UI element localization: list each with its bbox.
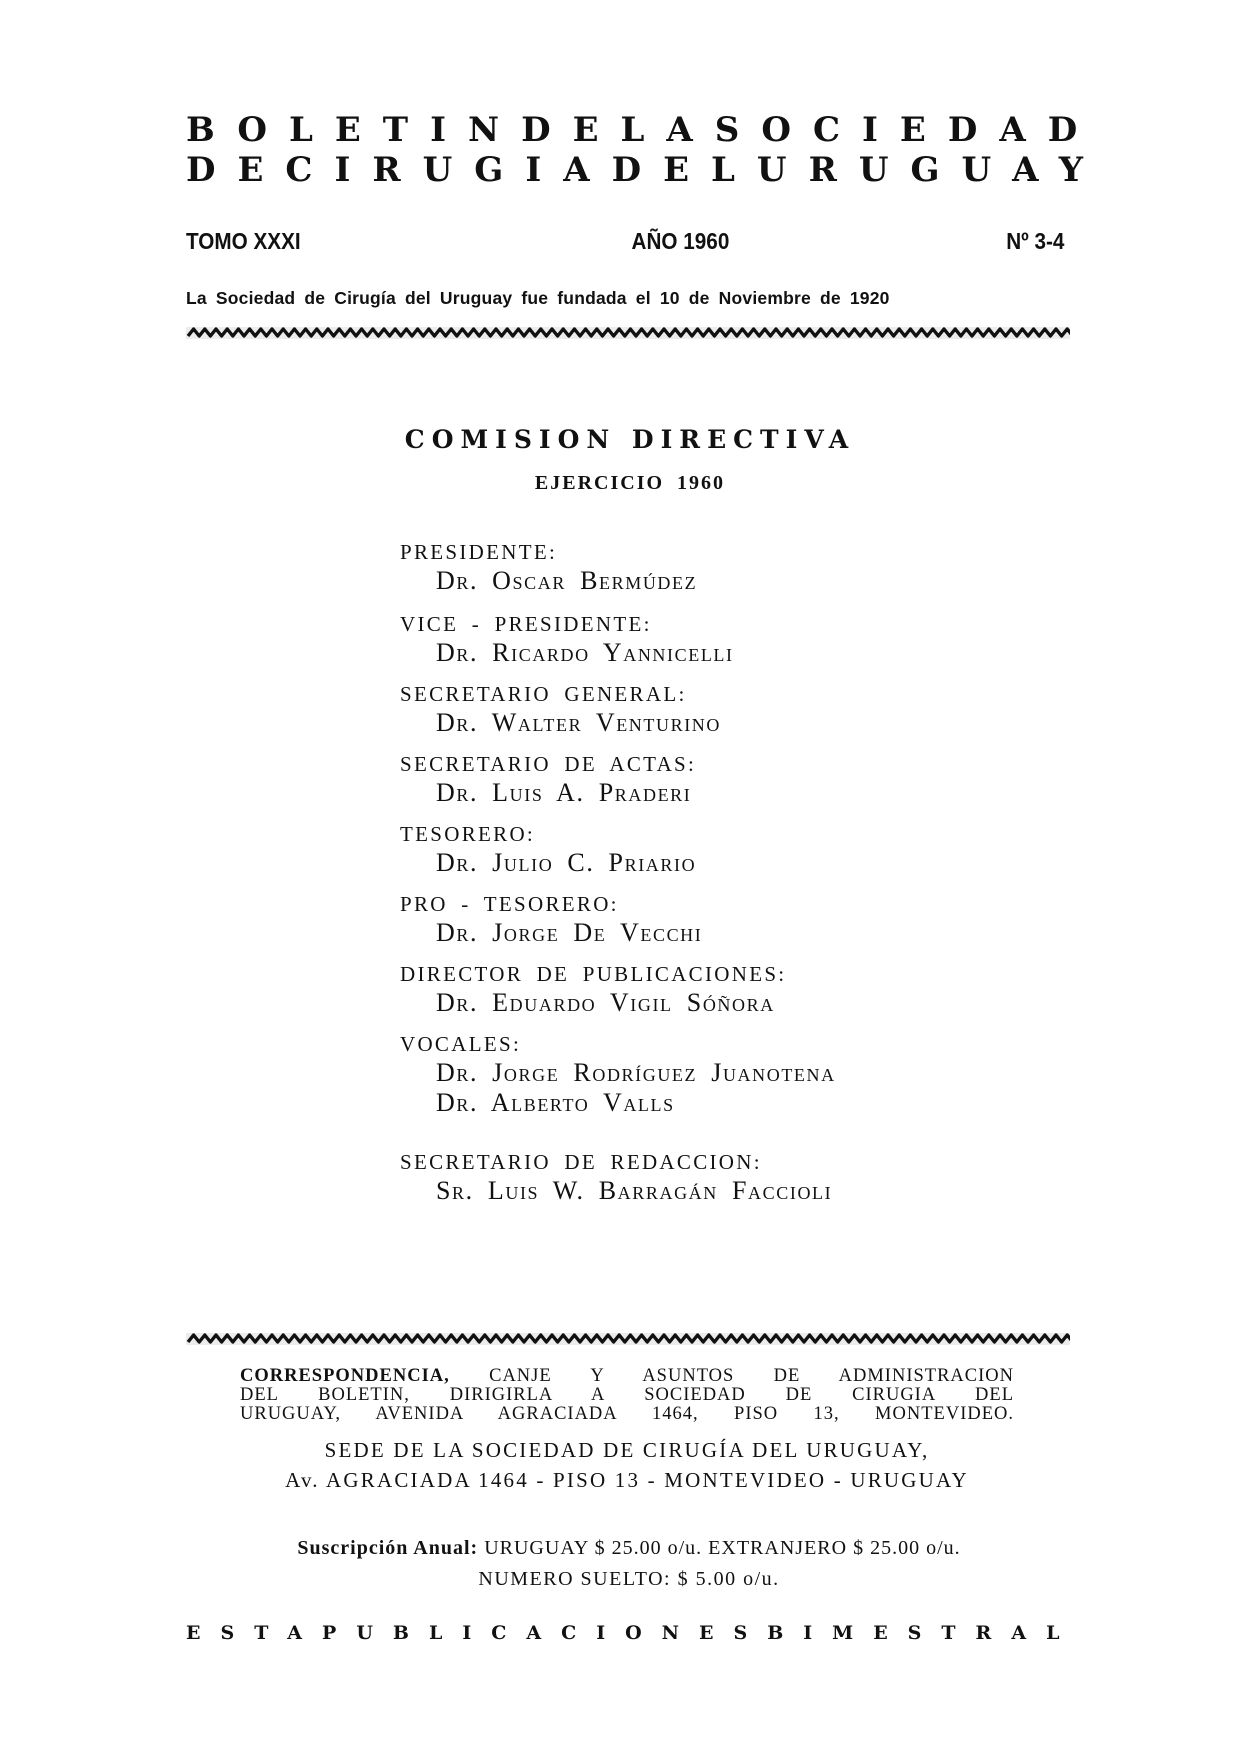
journal-title-line-2: [186, 150, 1106, 190]
year-label: AÑO 1960: [631, 228, 730, 254]
bimonthly-word: ESTA: [186, 1622, 323, 1644]
sede-line-2: Av. AGRACIADA 1464 - PISO 13 - MONTEVIDEO - URUGUAY: [285, 1468, 969, 1492]
role-label: TESORERO:: [400, 822, 536, 846]
issue-number: Nº 3-4: [1006, 228, 1065, 254]
title-line-2-word: CIRUGIA: [285, 150, 612, 190]
member-name: Dr. Jorge Rodríguez Juanotena: [436, 1058, 836, 1087]
title-line-1-word: DE: [521, 110, 621, 150]
issue-meta-row: [186, 228, 1065, 255]
board-title: COMISION DIRECTIVA: [404, 425, 856, 454]
correspondence-bold: CORRESPONDENCIA,: [240, 1366, 450, 1386]
correspondence-line-2: DEL BOLETIN, DIRIGIRLA A SOCIEDAD DE CIRUGIA DEL: [240, 1385, 1014, 1405]
bimonthly-notice: [186, 1622, 1080, 1644]
role-label: PRESIDENTE:: [400, 540, 558, 564]
board-subtitle: EJERCICIO 1960: [534, 472, 726, 494]
title-line-1-word: BOLETIN: [186, 110, 522, 150]
correspondence-line-1: [240, 1367, 1014, 1386]
title-line-1-word: LA: [620, 110, 715, 150]
member-name: Dr. Walter Venturino: [436, 708, 721, 737]
member-name: Dr. Jorge De Vecchi: [436, 918, 703, 947]
correspondence-line-1-rest: CANJE Y ASUNTOS DE ADMINISTRACION: [489, 1366, 1014, 1386]
member-name: Dr. Alberto Valls: [436, 1088, 675, 1117]
correspondence-line-3: URUGUAY, AVENIDA AGRACIADA 1464, PISO 13, MONTEVIDEO.: [240, 1404, 1014, 1424]
correspondence-note: [240, 1367, 1014, 1424]
member-name: Dr. Ricardo Yannicelli: [436, 638, 734, 667]
role-label: SECRETARIO GENERAL:: [400, 682, 687, 706]
role-label: SECRETARIO DE REDACCION:: [400, 1150, 762, 1174]
member-name: Sr. Luis W. Barragán Faccioli: [436, 1176, 833, 1205]
role-label: VICE - PRESIDENTE:: [400, 612, 652, 636]
title-line-2-word: DE: [186, 150, 286, 190]
member-name: Dr. Eduardo Vigil Sóñora: [436, 988, 775, 1017]
bimonthly-word: PUBLICACION: [322, 1622, 700, 1644]
subscription-prices: URUGUAY $ 25.00 o/u. EXTRANJERO $ 25.00 o/u.: [484, 1537, 961, 1559]
journal-title-line-1: [186, 110, 1100, 150]
single-issue-price: NUMERO SUELTO: $ 5.00 o/u.: [478, 1568, 780, 1590]
role-label: VOCALES:: [400, 1032, 522, 1056]
member-name: Dr. Julio C. Priario: [436, 848, 697, 877]
role-label: PRO - TESORERO:: [400, 892, 619, 916]
member-name: Dr. Luis A. Praderi: [436, 778, 692, 807]
sede-line-1: SEDE DE LA SOCIEDAD DE CIRUGÍA DEL URUGUAY,: [324, 1438, 930, 1462]
bimonthly-word: ES: [699, 1622, 768, 1644]
bimonthly-word: BIMESTRAL: [767, 1622, 1080, 1644]
title-line-2-word: URUGUAY: [756, 150, 1106, 190]
title-line-1-word: SOCIEDAD: [714, 110, 1100, 150]
founded-note: La Sociedad de Cirugía del Uruguay fue fundada el 10 de Noviembre de 1920: [186, 288, 890, 308]
subscription-line: [186, 1537, 1072, 1560]
role-label: DIRECTOR DE PUBLICACIONES:: [400, 962, 787, 986]
tomo-label: TOMO XXXI: [186, 228, 301, 254]
role-label: SECRETARIO DE ACTAS:: [400, 752, 697, 776]
title-line-2-word: DEL: [611, 150, 757, 190]
wavy-divider-bottom: [186, 1332, 1070, 1346]
member-name: Dr. Oscar Bermúdez: [436, 566, 698, 595]
subscription-label: Suscripción Anual:: [297, 1537, 479, 1559]
wavy-divider-top: [186, 326, 1070, 340]
